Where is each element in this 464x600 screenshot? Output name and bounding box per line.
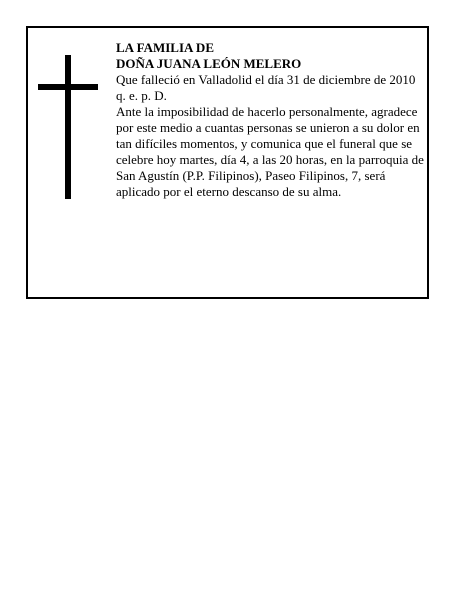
deceased-name: DOÑA JUANA LEÓN MELERO (116, 56, 302, 71)
thanks-message: Ante la imposibilidad de hacerlo personalmente, agradece por este medio a cuantas personas se unieron a su dolor en tan difíciles momentos, y comunica que el funeral que se celebre hoy martes, día 4, a las 20 horas, en la parroquia de San Agustín (P.P. Filipinos), Paseo Filipinos, 7, será aplicado por el eterno descanso de su alma. (116, 104, 424, 199)
qepd-text: q. e. p. D. (116, 88, 167, 103)
cross-icon (38, 55, 98, 199)
family-heading: LA FAMILIA DE (116, 40, 214, 55)
notice-text (116, 40, 424, 200)
death-statement: Que falleció en Valladolid el día 31 de diciembre de 2010 (116, 72, 416, 87)
obituary-notice (26, 26, 429, 299)
cross-horizontal-bar (38, 84, 98, 90)
cross-vertical-bar (65, 55, 71, 199)
